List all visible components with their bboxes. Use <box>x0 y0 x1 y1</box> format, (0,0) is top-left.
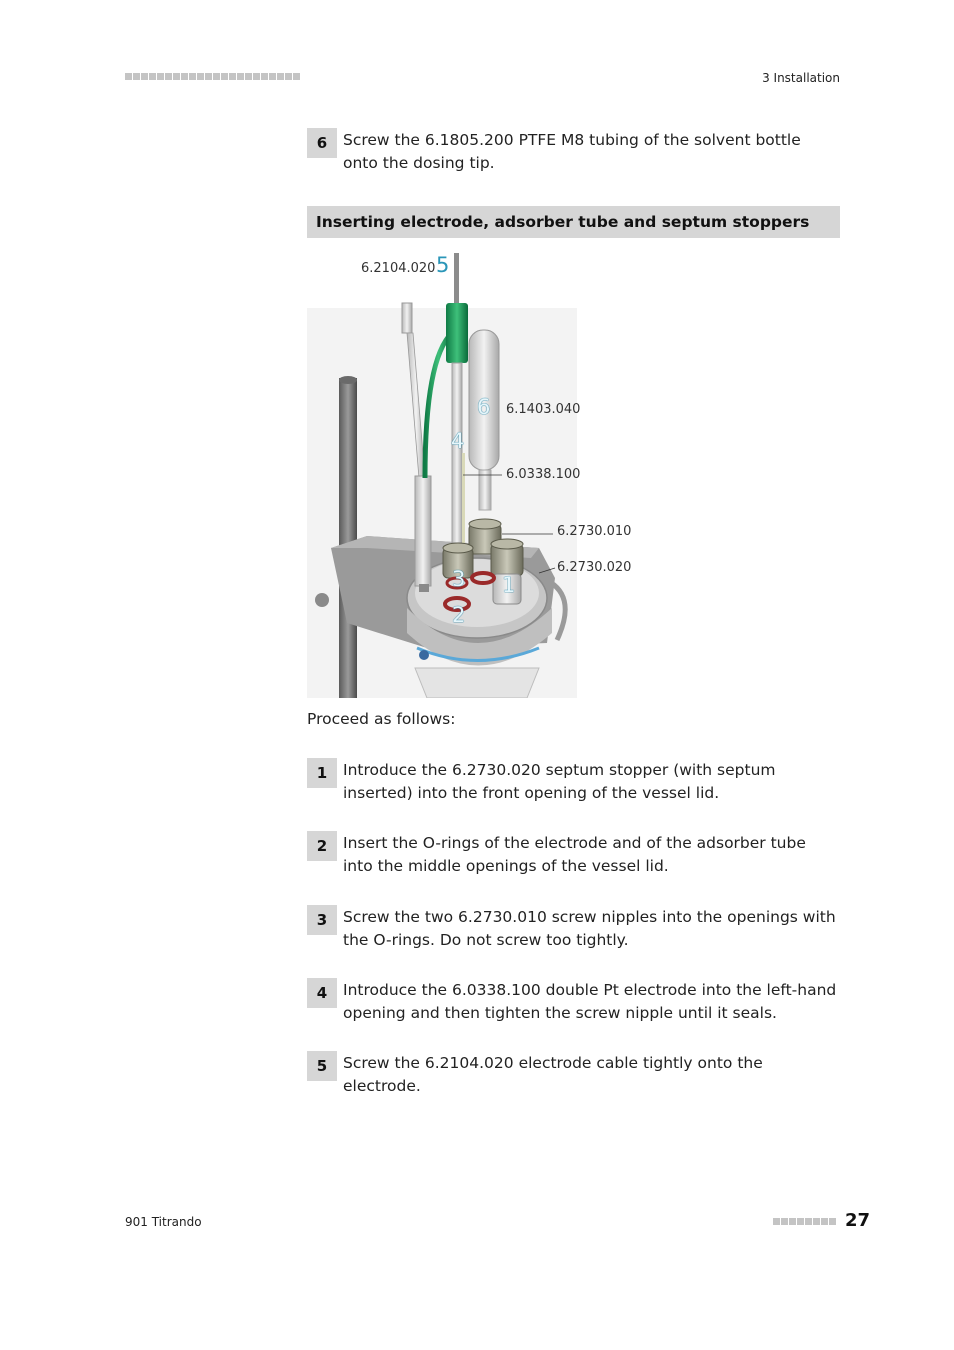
step-number: 3 <box>307 905 337 935</box>
step-5 <box>307 1051 840 1098</box>
step-text: Screw the 6.2104.020 electrode cable tightly onto the electrode. <box>343 1054 763 1095</box>
step-text: Screw the 6.1805.200 PTFE M8 tubing of the solvent bottle onto the dosing tip. <box>343 131 801 172</box>
callout-1: 1 <box>502 573 516 597</box>
label-cable: 6.2104.020 <box>361 261 436 276</box>
step-3 <box>307 905 840 952</box>
callout-4: 4 <box>451 429 465 453</box>
label-septum-stopper: 6.2730.020 <box>557 560 632 575</box>
header-decoration <box>125 73 300 80</box>
label-adsorber: 6.1403.040 <box>506 402 581 417</box>
step-text: Introduce the 6.0338.100 double Pt electrode into the left-hand opening and then tighten the screw nipple until it seals. <box>343 981 837 1022</box>
vessel-lid-drawing <box>307 248 647 698</box>
header-section-title: 3 Installation <box>762 71 840 85</box>
label-electrode: 6.0338.100 <box>506 467 581 482</box>
step-number: 2 <box>307 831 337 861</box>
step-1 <box>307 758 840 805</box>
step-text: Introduce the 6.2730.020 septum stopper (with septum inserted) into the front opening of the vessel lid. <box>343 761 776 802</box>
callout-5: 5 <box>436 253 450 277</box>
step-2 <box>307 831 840 878</box>
page-number: 27 <box>845 1210 871 1231</box>
step-number: 5 <box>307 1051 337 1081</box>
step-number: 6 <box>307 128 337 158</box>
step-number: 4 <box>307 978 337 1008</box>
footer-decoration <box>773 1218 836 1225</box>
intro-text: Proceed as follows: <box>307 710 456 728</box>
step-4 <box>307 978 840 1025</box>
step-text: Insert the O-rings of the electrode and of the adsorber tube into the middle openings of the vessel lid. <box>343 834 806 875</box>
section-heading: Inserting electrode, adsorber tube and septum stoppers <box>316 213 810 231</box>
callout-2: 2 <box>452 603 466 627</box>
step-text: Screw the two 6.2730.010 screw nipples into the openings with the O-rings. Do not screw too tightly. <box>343 908 836 949</box>
callout-3: 3 <box>452 567 466 591</box>
label-screw-nipple: 6.2730.010 <box>557 524 632 539</box>
step-6 <box>307 128 840 175</box>
step-number: 1 <box>307 758 337 788</box>
callout-6: 6 <box>477 395 491 419</box>
section-heading-bar <box>307 206 840 238</box>
footer-product-name: 901 Titrando <box>125 1215 202 1229</box>
assembly-illustration <box>307 248 647 698</box>
